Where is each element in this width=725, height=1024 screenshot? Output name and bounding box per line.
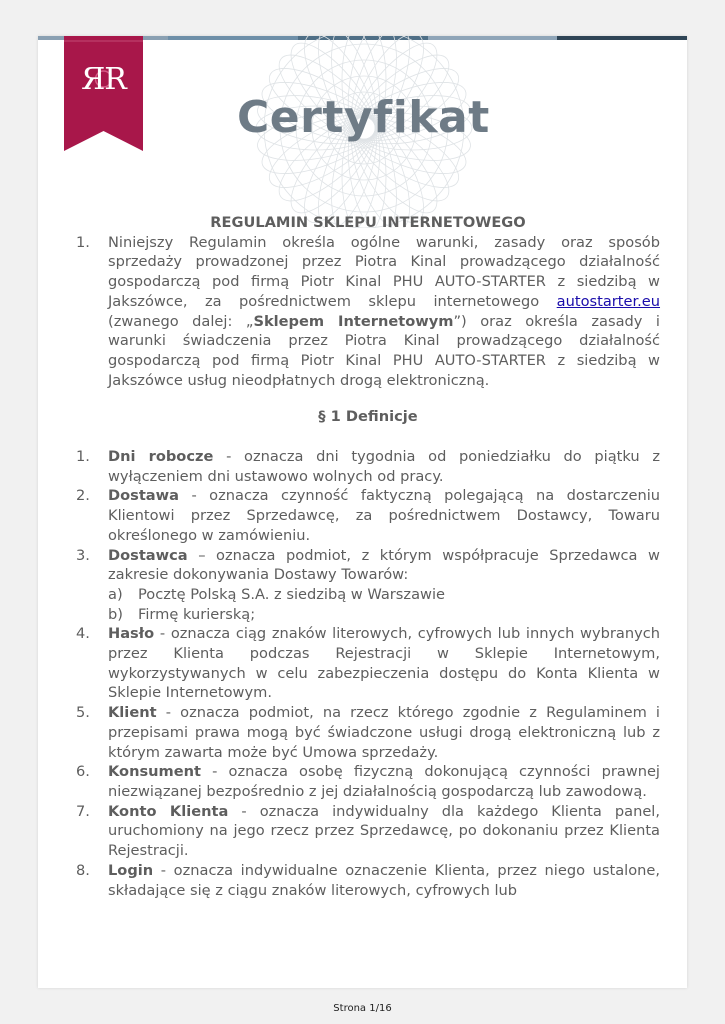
definition-text: - oznacza indywidualne oznaczenie Klienta, przez niego ustalone, składające się z ciągu znaków literowych, cyfrowych lub bbox=[108, 861, 660, 899]
sub-item bbox=[108, 585, 660, 605]
intro-bold-term: Sklepem Internetowym bbox=[253, 312, 454, 330]
definition-text: - oznacza podmiot, na rzecz którego zgodnie z Regulaminem i przepisami prawa mogą być świadczone usługi drogą elektroniczną lub z którym zawarta może być Umowa sprzedaży. bbox=[108, 704, 660, 761]
intro-text-start: Niniejszy Regulamin określa ogólne warunki, zasady oraz sposób sprzedaży prowadzonej przez Piotra Kinal prowadzącego działalność gospodarczą pod firmą Piotr Kinal PHU AUTO-STARTER z siedzibą w Jakszówce, za pośrednictwem sklepu internetowego bbox=[108, 233, 660, 310]
definition-number: 6. bbox=[76, 763, 90, 781]
intro-text-end: ”) oraz określa zasady i warunki świadczenia przez Piotra Kinal prowadzącego działalność gospodarczą pod firmą Piotr Kinal PHU AUTO-STARTER z siedzibą w Jakszówce usług nieodpłatnych drogą elektroniczną. bbox=[108, 312, 660, 389]
definition-term: Hasło bbox=[108, 625, 155, 643]
definition-item bbox=[76, 802, 660, 861]
certificate-title: Certyfikat bbox=[237, 92, 490, 143]
intro-number: 1. bbox=[76, 233, 90, 251]
definition-term: Konto Klienta bbox=[108, 802, 229, 820]
sub-item-label: a) bbox=[108, 585, 123, 603]
definition-number: 1. bbox=[76, 448, 90, 466]
definition-term: Konsument bbox=[108, 763, 202, 781]
definition-item bbox=[76, 624, 660, 703]
definition-term: Dni robocze bbox=[108, 448, 214, 466]
intro-item bbox=[76, 233, 660, 391]
definition-term: Login bbox=[108, 861, 154, 879]
document-page bbox=[38, 36, 687, 988]
definition-text: - oznacza dni tygodnia od poniedziałku do piątku z wyłączeniem dni ustawowo wolnych od pracy. bbox=[108, 448, 660, 485]
definition-term: Dostawca bbox=[108, 546, 188, 564]
sub-item-label: b) bbox=[108, 605, 123, 623]
definition-item bbox=[76, 447, 660, 486]
page-number: Strona 1/16 bbox=[333, 1003, 392, 1014]
definition-number: 5. bbox=[76, 704, 90, 722]
sub-item-text: Firmę kurierską; bbox=[138, 605, 256, 623]
definition-number: 4. bbox=[76, 625, 90, 643]
logo-monogram-text: ЯR bbox=[81, 62, 126, 97]
definition-term: Klient bbox=[108, 704, 157, 722]
definition-item bbox=[76, 486, 660, 545]
intro-text-mid: (zwanego dalej: „ bbox=[108, 312, 254, 330]
definition-item bbox=[76, 703, 660, 762]
definition-term: Dostawa bbox=[108, 487, 179, 505]
document-body bbox=[76, 213, 660, 900]
definition-item bbox=[76, 762, 660, 801]
sub-item-text: Pocztę Polską S.A. z siedzibą w Warszawie bbox=[138, 585, 445, 603]
definition-number: 8. bbox=[76, 861, 90, 879]
definition-text: - oznacza osobę fizyczną dokonującą czynności prawnej niezwiązanej bezpośrednio z jej działalnością gospodarczą lub zawodową. bbox=[108, 763, 660, 800]
definition-number: 3. bbox=[76, 546, 90, 564]
section-heading: § 1 Definicje bbox=[318, 408, 418, 426]
definition-text: - oznacza indywidualny dla każdego Klienta panel, uruchomiony na jego rzecz przez Sprzedawcę, po dokonaniu przez Klienta Rejestracji. bbox=[108, 802, 660, 860]
definition-text: - oznacza ciąg znaków literowych, cyfrowych lub innych wybranych przez Klienta podczas Rejestracji w Sklepie Internetowym, wykorzystywanych w celu zabezpieczenia dostępu do Konta Klienta w Sklepie Internetowym. bbox=[108, 625, 660, 702]
document-heading: REGULAMIN SKLEPU INTERNETOWEGO bbox=[210, 214, 526, 231]
definition-item bbox=[76, 861, 660, 900]
definition-item bbox=[76, 546, 660, 625]
definition-number: 2. bbox=[76, 487, 90, 505]
definitions-list bbox=[76, 447, 660, 900]
definition-text: - oznacza czynność faktyczną polegającą na dostarczeniu Klientowi przez Sprzedawcę, za pośrednictwem Dostawcy, Towaru określonego w zamówieniu. bbox=[108, 487, 660, 544]
intro-list bbox=[76, 233, 660, 391]
shop-link[interactable]: autostarter.eu bbox=[556, 292, 661, 310]
definition-number: 7. bbox=[76, 802, 90, 820]
sub-item bbox=[108, 605, 660, 625]
definition-text: – oznacza podmiot, z którym współpracuje Sprzedawca w zakresie dokonywania Dostawy Towarów: bbox=[108, 546, 660, 584]
